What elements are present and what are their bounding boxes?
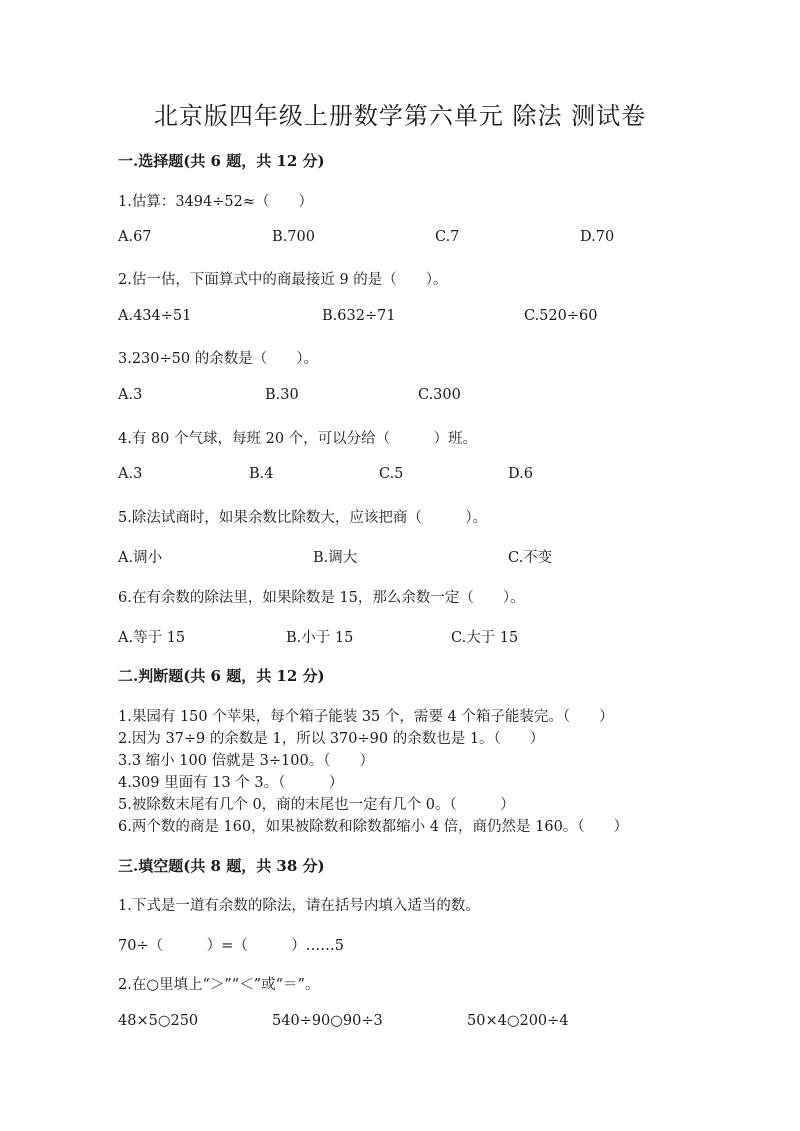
- compare-item-1: 48×5○250: [118, 1013, 199, 1029]
- section-header-choice: 一.选择题(共 6 题，共 12 分): [118, 152, 325, 170]
- statement-1: 1.果园有 150 个苹果，每个箱子能装 35 个，需要 4 个箱子能装完。（ ）: [118, 709, 614, 725]
- option-1c: C.7: [435, 229, 460, 245]
- option-5b: B.调大: [313, 550, 358, 566]
- option-4b: B.4: [249, 466, 274, 482]
- option-6a: A.等于 15: [118, 630, 186, 646]
- option-6b: B.小于 15: [286, 630, 354, 646]
- question-3: 3.230÷50 的余数是（ ）。: [118, 351, 318, 367]
- option-3b: B.30: [265, 387, 299, 403]
- section-header-judgment: 二.判断题(共 6 题，共 12 分): [118, 667, 325, 685]
- question-2: 2.估一估，下面算式中的商最接近 9 的是（ ）。: [118, 272, 448, 288]
- option-1b: B.700: [272, 229, 315, 245]
- option-2c: C.520÷60: [524, 308, 598, 324]
- option-4d: D.6: [508, 466, 533, 482]
- statement-5: 5.被除数末尾有几个 0，商的末尾也一定有几个 0。（ ）: [118, 797, 515, 813]
- question-6: 6.在有余数的除法里，如果除数是 15，那么余数一定（ ）。: [118, 590, 525, 606]
- statement-6: 6.两个数的商是 160，如果被除数和除数都缩小 4 倍，商仍然是 160。（ ）: [118, 819, 629, 835]
- option-1d: D.70: [580, 229, 615, 245]
- option-5c: C.不变: [508, 550, 553, 566]
- option-2b: B.632÷71: [322, 308, 396, 324]
- fill-question-1: 1.下式是一道有余数的除法，请在括号内填入适当的数。: [118, 898, 480, 914]
- option-4a: A.3: [118, 466, 143, 482]
- page-title: 北京版四年级上册数学第六单元 除法 测试卷: [153, 102, 647, 130]
- option-6c: C.大于 15: [451, 630, 519, 646]
- question-1: 1.估算：3494÷52≈（ ）: [118, 194, 313, 210]
- fill-question-2: 2.在○里填上“＞”“＜”或“＝”。: [118, 977, 320, 993]
- compare-item-2: 540÷90○90÷3: [272, 1013, 383, 1029]
- statement-2: 2.因为 37÷9 的余数是 1，所以 370÷90 的余数也是 1。（ ）: [118, 731, 545, 747]
- section-header-fill: 三.填空题(共 8 题，共 38 分): [118, 857, 325, 875]
- question-4: 4.有 80 个气球，每班 20 个，可以分给（ ）班。: [118, 431, 478, 447]
- option-1a: A.67: [118, 229, 152, 245]
- option-2a: A.434÷51: [118, 308, 192, 324]
- option-4c: C.5: [379, 466, 404, 482]
- option-5a: A.调小: [118, 550, 163, 566]
- statement-4: 4.309 里面有 13 个 3。（ ）: [118, 775, 344, 791]
- option-3a: A.3: [118, 387, 143, 403]
- question-5: 5.除法试商时，如果余数比除数大，应该把商（ ）。: [118, 510, 488, 526]
- fill-answer-line-1: 70÷（ ）=（ ）……5: [118, 938, 344, 954]
- statement-3: 3.3 缩小 100 倍就是 3÷100。（ ）: [118, 753, 374, 769]
- option-3c: C.300: [418, 387, 461, 403]
- compare-item-3: 50×4○200÷4: [467, 1013, 569, 1029]
